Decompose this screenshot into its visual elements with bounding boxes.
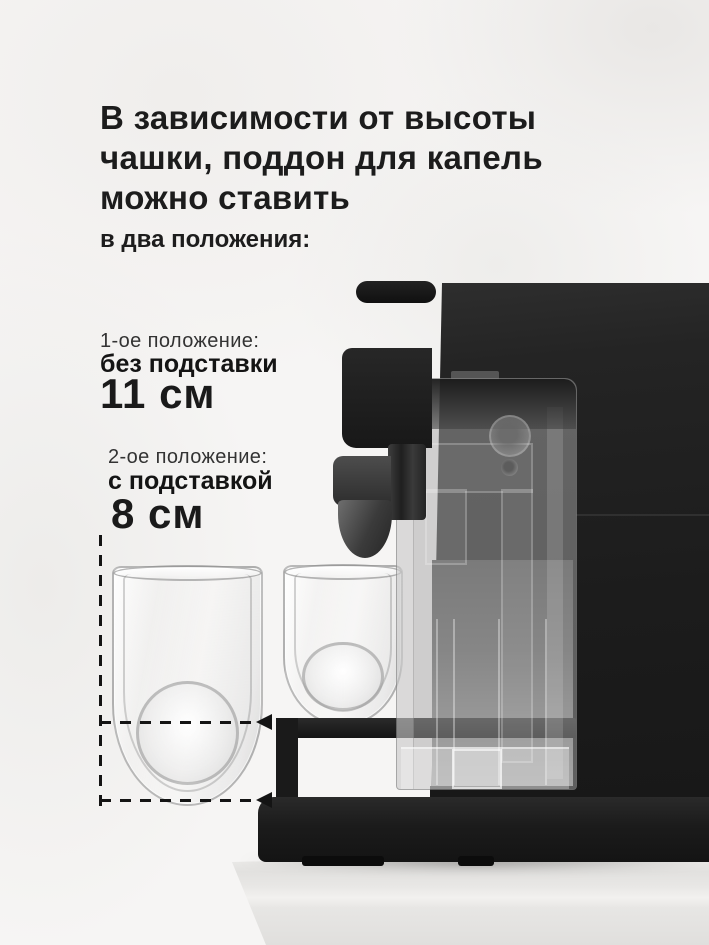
position-1-height: 11 см [100,370,216,417]
page-title [100,98,543,218]
cup-bottom-well [302,642,383,711]
tall-glass-cup [112,566,263,806]
spout-collar [388,444,426,520]
subtitle: в два положения: [100,226,311,253]
position-2-height: 8 см [111,490,205,537]
measure-arrow-icon [256,714,272,730]
drip-tray-stand-leg [276,718,298,806]
height-measure-line-vertical [99,535,102,808]
machine-foot [458,856,494,866]
position-1-name: без подставки [100,350,278,378]
tank-bottom-detail [452,749,502,789]
brew-group [342,348,432,448]
tank-channel-stem [501,489,533,763]
tank-boss-small [501,459,518,476]
tank-boss-large [489,415,531,457]
spout-tip [338,500,392,558]
coffee-spout [333,456,391,506]
title-line-2: чашки, поддон для капель [100,139,543,176]
short-glass-cup [283,565,403,726]
cup-bottom-well [136,681,239,785]
measure-arrow-icon [256,792,272,808]
title-line-1: В зависимости от высоты [100,99,537,136]
machine-seam-line [576,514,709,516]
title-line-3: можно ставить [100,179,351,216]
measure-line-lower [100,799,254,802]
position-2-label: 2-ое положение: [108,446,268,468]
capsule-lever [356,281,436,303]
machine-foot [302,856,384,866]
position-2-name: с подставкой [108,467,273,495]
tank-highlight [547,407,563,779]
measure-line-upper [100,721,254,724]
drip-tray-base [258,797,709,862]
position-1-label: 1-ое положение: [100,330,260,352]
tank-channel-box [425,489,467,565]
